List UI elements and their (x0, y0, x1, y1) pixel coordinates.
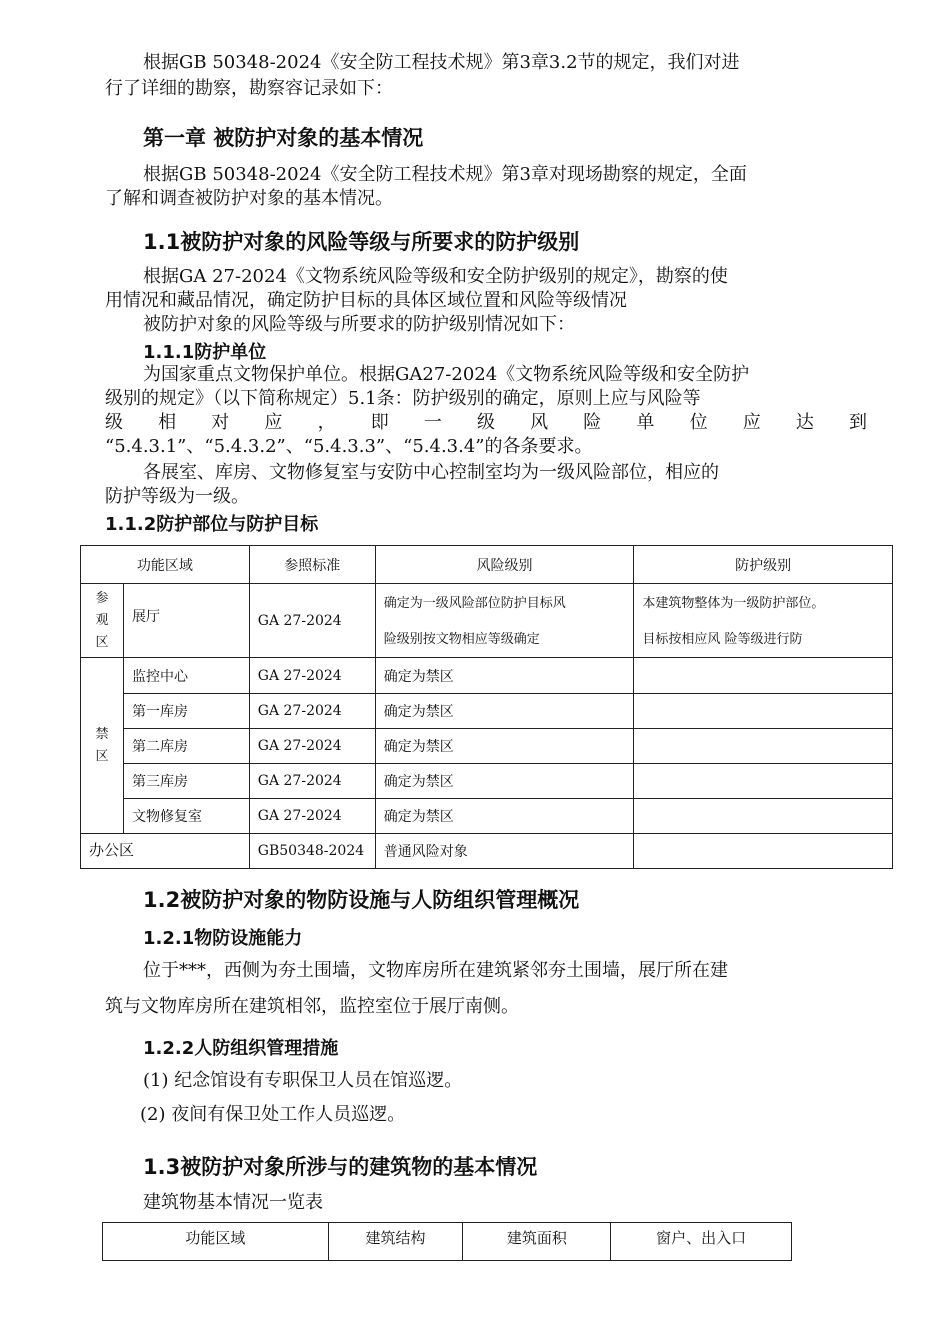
section-1-1-1-line-4: “5.4.3.1”、“5.4.3.2”、“5.4.3.3”、“5.4.3.4”的各条要求。 (105, 436, 593, 457)
area-protection: 本建筑物整体为一级防护部位。 目标按相应风 险等级进行防 (634, 584, 893, 658)
area-standard: GA 27-2024 (249, 658, 375, 694)
area-risk: 确定为一级风险部位防护目标风 险级别按文物相应等级确定 (375, 584, 634, 658)
section-1-3-title: 1.3被防护对象所涉与的建筑物的基本情况 (143, 1155, 538, 1179)
area-standard: GB50348-2024 (249, 834, 375, 869)
area-protection (634, 694, 893, 729)
table-row (81, 584, 893, 658)
chapter-para-line-1: 根据GB 50348-2024《安全防工程技术规》第3章对现场勘察的规定，全面 (143, 164, 747, 185)
section-1-2-1-line-1: 位于***，西侧为夯土围墙，文物库房所在建筑紧邻夯土围墙，展厅所在建 (143, 960, 728, 981)
table-row (81, 834, 893, 869)
table-row (81, 658, 893, 694)
header-function-area: 功能区域 (103, 1223, 329, 1261)
header-area: 建筑面积 (463, 1223, 611, 1261)
intro-line-1: 根据GB 50348-2024《安全防工程技术规》第3章3.2节的规定，我们对进 (143, 52, 740, 73)
building-table-caption: 建筑物基本情况一览表 (143, 1192, 323, 1213)
area-risk: 确定为禁区 (375, 729, 634, 764)
table-header-row (103, 1223, 792, 1261)
area-protection (634, 834, 893, 869)
section-1-2-title: 1.2被防护对象的物防设施与人防组织管理概况 (143, 888, 580, 912)
area-standard: GA 27-2024 (249, 584, 375, 658)
section-1-1-line-3: 被防护对象的风险等级与所要求的防护级别情况如下： (143, 314, 575, 335)
area-protection (634, 764, 893, 799)
header-standard: 参照标准 (249, 546, 375, 584)
header-risk-level: 风险级别 (375, 546, 634, 584)
section-1-2-2-title: 1.2.2人防组织管理措施 (143, 1038, 339, 1059)
section-1-1-line-2: 用情况和藏品情况，确定防护目标的具体区域位置和风险等级情况 (105, 290, 627, 311)
area-name: 第一库房 (123, 694, 249, 729)
table-row (81, 764, 893, 799)
area-protection (634, 658, 893, 694)
section-1-1-1-line-1: 为国家重点文物保护单位。根据GA27-2024《文物系统风险等级和安全防护 (143, 364, 750, 385)
area-risk: 确定为禁区 (375, 694, 634, 729)
section-1-2-2-item-2: (2) 夜间有保卫处工作人员巡逻。 (140, 1104, 406, 1125)
header-structure: 建筑结构 (328, 1223, 463, 1261)
area-protection (634, 799, 893, 834)
area-protection (634, 729, 893, 764)
table-header-row (81, 546, 893, 584)
area-risk: 确定为禁区 (375, 764, 634, 799)
section-1-1-1-line-2: 级别的规定》（以下简称规定）5.1条：防护级别的确定，原则上应与风险等 (105, 388, 701, 409)
area-name: 文物修复室 (123, 799, 249, 834)
section-1-1-line-1: 根据GA 27-2024《文物系统风险等级和安全防护级别的规定》，勘察的使 (143, 266, 728, 287)
section-1-1-2-title: 1.1.2防护部位与防护目标 (105, 514, 319, 535)
area-name: 展厅 (123, 584, 249, 658)
area-name: 第二库房 (123, 729, 249, 764)
area-name: 第三库房 (123, 764, 249, 799)
area-standard: GA 27-2024 (249, 729, 375, 764)
intro-line-2: 行了详细的勘察，勘察容记录如下： (105, 78, 393, 99)
chapter-title: 第一章 被防护对象的基本情况 (143, 126, 424, 150)
section-1-2-1-title: 1.2.1物防设施能力 (143, 928, 303, 949)
table-row (81, 729, 893, 764)
section-1-1-1-title: 1.1.1防护单位 (143, 342, 267, 363)
area-risk: 确定为禁区 (375, 799, 634, 834)
area-standard: GA 27-2024 (249, 694, 375, 729)
group-restricted-area: 禁 区 (81, 658, 124, 834)
building-table (102, 1222, 792, 1261)
header-protection-level: 防护级别 (634, 546, 893, 584)
area-name: 办公区 (81, 834, 250, 869)
section-1-1-1-line-5: 各展室、库房、文物修复室与安防中心控制室均为一级风险部位，相应的 (143, 462, 719, 483)
area-risk: 确定为禁区 (375, 658, 634, 694)
section-1-1-1-line-3: 级 相 对 应 ， 即 一 级 风 险 单 位 应 达 到 (105, 412, 867, 433)
section-1-2-1-line-2: 筑与文物库房所在建筑相邻，监控室位于展厅南侧。 (105, 996, 519, 1017)
header-windows-entrances: 窗户、出入口 (611, 1223, 792, 1261)
protection-table (80, 545, 893, 869)
table-row (81, 799, 893, 834)
section-1-2-2-item-1: (1) 纪念馆设有专职保卫人员在馆巡逻。 (143, 1070, 463, 1091)
area-standard: GA 27-2024 (249, 799, 375, 834)
header-function-area: 功能区域 (81, 546, 250, 584)
section-1-1-title: 1.1被防护对象的风险等级与所要求的防护级别 (143, 230, 580, 254)
table-row (81, 694, 893, 729)
area-standard: GA 27-2024 (249, 764, 375, 799)
group-visit-area: 参 观 区 (81, 584, 124, 658)
area-risk: 普通风险对象 (375, 834, 634, 869)
chapter-para-line-2: 了解和调查被防护对象的基本情况。 (105, 188, 393, 209)
section-1-1-1-line-6: 防护等级为一级。 (105, 486, 249, 507)
area-name: 监控中心 (123, 658, 249, 694)
